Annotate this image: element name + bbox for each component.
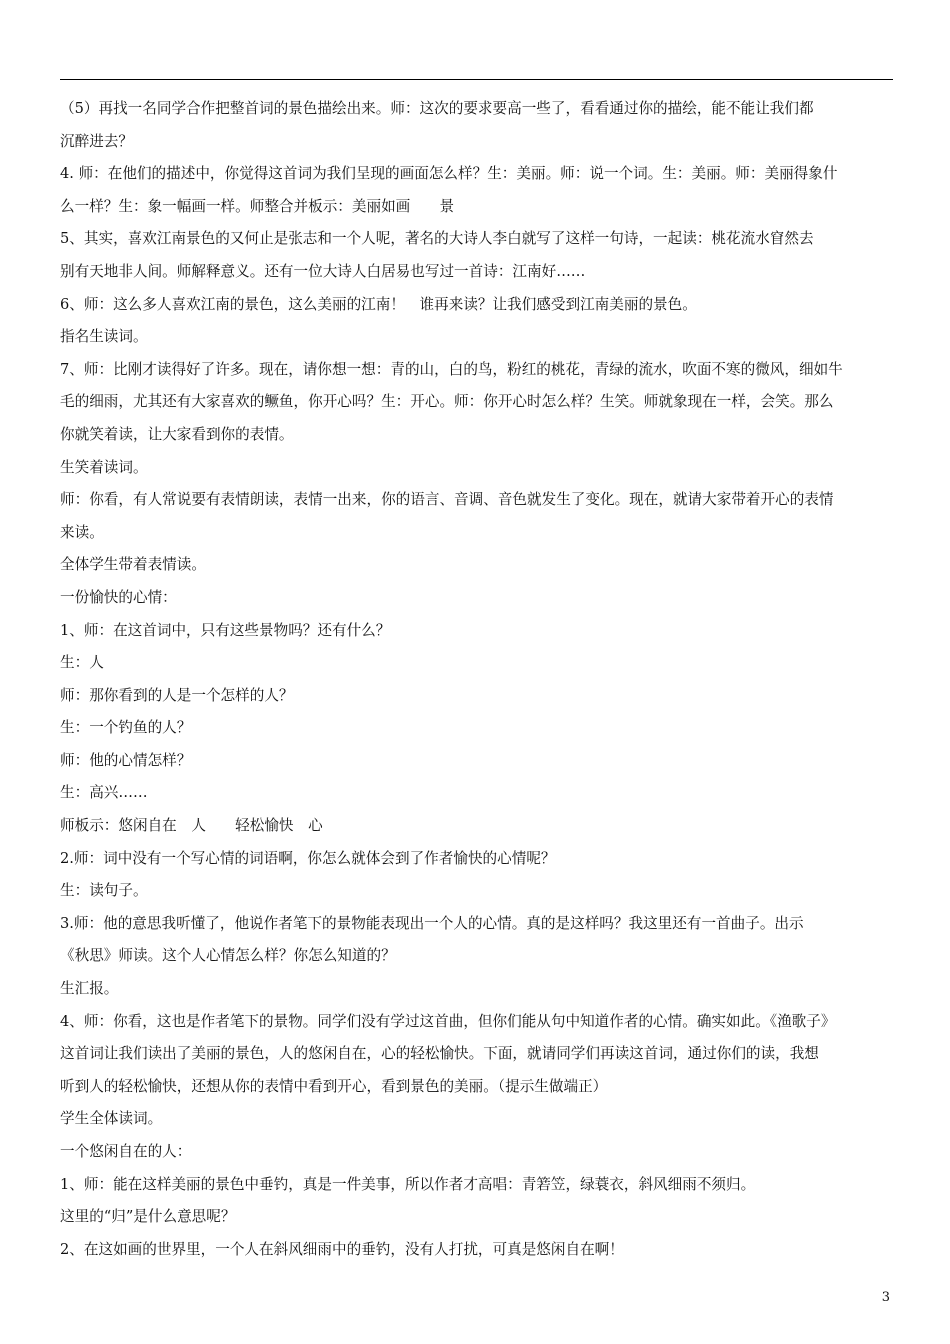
- text-line: 2、在这如画的世界里，一个人在斜风细雨中的垂钓，没有人打扰，可真是悠闲自在啊！: [60, 1240, 624, 1258]
- text-line: 生：高兴……: [60, 784, 148, 802]
- text-line: 你就笑着读，让大家看到你的表情。: [60, 425, 294, 443]
- text-line: 别有天地非人间。师解释意义。还有一位大诗人白居易也写过一首诗：江南好……: [60, 262, 586, 280]
- text-line: 生：一个钓鱼的人？: [60, 719, 192, 737]
- text-line: 4. 师：在他们的描述中，你觉得这首词为我们呈现的画面怎么样？生：美丽。师：说一个词。生：美丽。师：美丽得象什: [60, 165, 838, 183]
- text-line: 听到人的轻松愉快，还想从你的表情中看到开心，看到景色的美丽。（提示生做端正）: [60, 1077, 608, 1095]
- text-line: 沉醉进去？: [60, 132, 133, 150]
- text-line: 生：人: [60, 654, 104, 672]
- text-line: 生：读句子。: [60, 882, 148, 900]
- text-line: 师：他的心情怎样？: [60, 751, 192, 769]
- text-line: （5）再找一名同学合作把整首词的景色描绘出来。师：这次的要求要高一些了，看看通过你的描绘，能不能让我们都: [60, 100, 814, 117]
- text-line: 师：你看，有人常说要有表情朗读，表情一出来，你的语言、音调、音色就发生了变化。现在，就请大家带着开心的表情: [60, 491, 834, 509]
- text-line: 7、师：比刚才读得好了许多。现在，请你想一想：青的山，白的鸟，粉红的桃花，青绿的流水，吹面不寒的微风，细如牛: [60, 360, 843, 378]
- text-line: 4、师：你看，这也是作者笔下的景物。同学们没有学过这首曲，但你们能从句中知道作者的心情。确实如此。《渔歌子》: [60, 1012, 836, 1030]
- text-line: 一个悠闲自在的人：: [60, 1143, 192, 1160]
- text-line: 3.师：他的意思我听懂了，他说作者笔下的景物能表现出一个人的心情。真的是这样吗？我这里还有一首曲子。出示: [60, 914, 804, 932]
- text-line: 一份愉快的心情：: [60, 588, 177, 606]
- document-body: [60, 93, 895, 1266]
- text-line: 这里的“归”是什么意思呢？: [60, 1208, 236, 1226]
- text-line: 这首词让我们读出了美丽的景色，人的悠闲自在，心的轻松愉快。下面，就请同学们再读这首词，通过你们的读，我想: [60, 1045, 819, 1063]
- header-rule: [60, 79, 893, 80]
- text-line: 2.师：词中没有一个写心情的词语啊，你怎么就体会到了作者愉快的心情呢？: [60, 849, 556, 867]
- text-line: 生汇报。: [60, 980, 119, 998]
- text-line: 《秋思》师读。这个人心情怎么样？你怎么知道的？: [60, 947, 396, 965]
- text-line: 来读。: [60, 523, 104, 541]
- text-line: 全体学生带着表情读。: [60, 556, 206, 574]
- text-line: 1、师：在这首词中，只有这些景物吗？还有什么？: [60, 621, 391, 639]
- page-number: 3: [881, 1290, 890, 1305]
- text-line: 学生全体读词。: [60, 1110, 163, 1128]
- text-line: 6、师：这么多人喜欢江南的景色，这么美丽的江南！ 谁再来读？让我们感受到江南美丽的景色。: [60, 295, 697, 313]
- text-line: 毛的细雨，尤其还有大家喜欢的鳜鱼，你开心吗？生：开心。师：你开心时怎么样？生笑。师就象现在一样，会笑。那么: [60, 393, 834, 411]
- text-line: 师：那你看到的人是一个怎样的人？: [60, 686, 294, 704]
- text-line: 师板示：悠闲自在 人 轻松愉快 心: [60, 817, 323, 835]
- text-line: 生笑着读词。: [60, 458, 148, 476]
- text-line: 指名生读词。: [60, 328, 148, 346]
- text-line: 5、其实，喜欢江南景色的又何止是张志和一个人呢，著名的大诗人李白就写了这样一句诗，一起读：桃花流水窅然去: [60, 230, 814, 248]
- text-line: 1、师：能在这样美丽的景色中垂钓，真是一件美事，所以作者才高唱：青箬笠，绿蓑衣，斜风细雨不须归。: [60, 1175, 756, 1193]
- text-line: 么一样？生：象一幅画一样。师整合并板示：美丽如画 景: [60, 197, 455, 215]
